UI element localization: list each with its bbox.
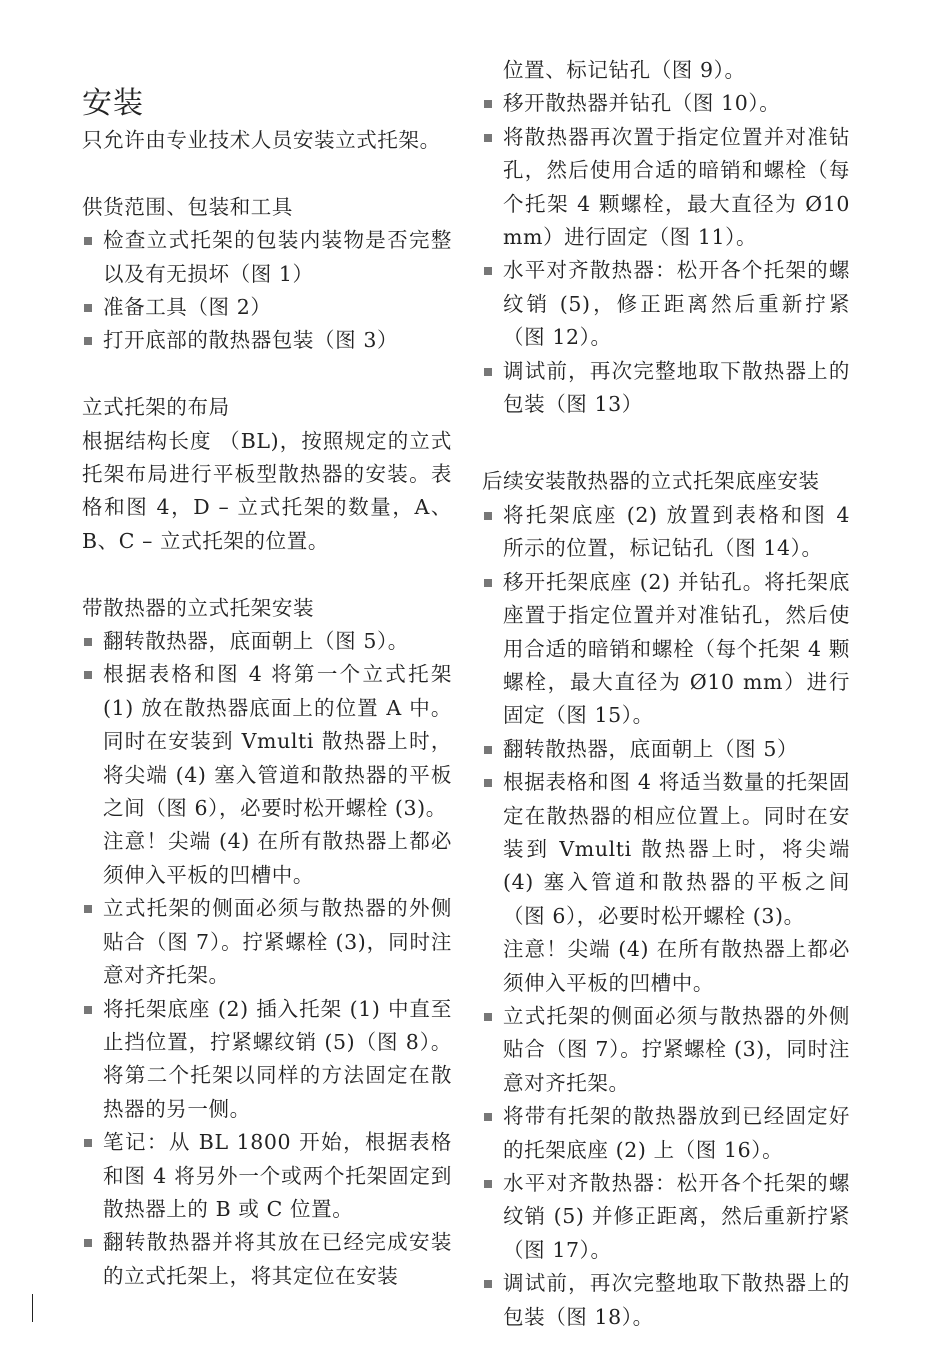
list-item: 根据表格和图 4 将适当数量的托架固定在散热器的相应位置上。同时在安装到 Vmulti 散热器上时，将尖端 (4) 塞入管道和散热器的平板之间（图 6），必要时松开螺栓 (3)。 xyxy=(482,766,850,933)
base-mount-heading: 后续安装散热器的立式托架底座安装 xyxy=(482,469,820,494)
base-mount-list-cont xyxy=(482,1000,850,1334)
mount-with-list xyxy=(82,625,452,825)
list-item: 打开底部的散热器包装（图 3） xyxy=(82,324,452,357)
list-item: 将散热器再次置于指定位置并对准钻孔，然后使用合适的暗销和螺栓（每个托架 4 颗螺栓，最大直径为 Ø10 mm）进行固定（图 11）。 xyxy=(482,121,850,255)
list-item: 根据表格和图 4 将第一个立式托架 (1) 放在散热器底面上的位置 A 中。同时在安装到 Vmulti 散热器上时，将尖端 (4) 塞入管道和散热器的平板之间（图 6），必要时松开螺栓 (3)。 xyxy=(82,658,452,825)
list-item: 移开托架底座 (2) 并钻孔。将托架底座置于指定位置并对准钻孔，然后使用合适的暗销和螺栓（每个托架 4 颗螺栓，最大直径为 Ø10 mm）进行固定（图 15）。 xyxy=(482,566,850,733)
base-mount-list xyxy=(482,499,850,933)
margin-marker xyxy=(32,1294,33,1322)
continuation-text: 位置、标记钻孔（图 9）。 xyxy=(503,58,746,82)
list-item: 准备工具（图 2） xyxy=(82,291,452,324)
left-column xyxy=(82,0,452,1293)
right-column xyxy=(482,0,850,1334)
scope-list xyxy=(82,224,452,358)
mount-with-heading: 带散热器的立式托架安装 xyxy=(82,595,315,620)
list-item: 立式托架的侧面必须与散热器的外侧贴合（图 7）。拧紧螺栓 (3)，同时注意对齐托架。 xyxy=(482,1000,850,1100)
list-item: 水平对齐散热器：松开各个托架的螺纹销 (5)，修正距离然后重新拧紧（图 12）。 xyxy=(482,254,850,354)
list-item: 水平对齐散热器：松开各个托架的螺纹销 (5) 并修正距离，然后重新拧紧（图 17）。 xyxy=(482,1167,850,1267)
layout-text: 根据结构长度 （BL)，按照规定的立式托架布局进行平板型散热器的安装。表格和图 4，D – 立式托架的数量，A、B、C – 立式托架的位置。 xyxy=(82,428,452,553)
scope-heading: 供货范围、包装和工具 xyxy=(82,194,293,219)
list-item: 将带有托架的散热器放到已经固定好的托架底座 (2) 上（图 16）。 xyxy=(482,1100,850,1167)
page-title: 安装 xyxy=(82,86,144,121)
list-item: 翻转散热器，底面朝上（图 5） xyxy=(482,733,850,766)
warning-note: 注意！尖端 (4) 在所有散热器上都必须伸入平板的凹槽中。 xyxy=(503,937,850,995)
list-item: 将托架底座 (2) 放置到表格和图 4 所示的位置，标记钻孔（图 14）。 xyxy=(482,499,850,566)
list-item: 翻转散热器，底面朝上（图 5）。 xyxy=(82,625,452,658)
list-item: 调试前，再次完整地取下散热器上的包装（图 18）。 xyxy=(482,1267,850,1334)
list-item: 笔记：从 BL 1800 开始，根据表格和图 4 将另外一个或两个托架固定到散热器上的 B 或 C 位置。 xyxy=(82,1126,452,1226)
mount-steps-list xyxy=(482,87,850,421)
list-item: 移开散热器并钻孔（图 10）。 xyxy=(482,87,850,120)
warning-note: 注意！尖端 (4) 在所有散热器上都必须伸入平板的凹槽中。 xyxy=(103,829,452,887)
layout-heading: 立式托架的布局 xyxy=(82,395,230,420)
list-item: 立式托架的侧面必须与散热器的外侧贴合（图 7）。拧紧螺栓 (3)，同时注意对齐托架。 xyxy=(82,892,452,992)
intro-text: 只允许由专业技术人员安装立式托架。 xyxy=(82,128,441,152)
list-item: 翻转散热器并将其放在已经完成安装的立式托架上，将其定位在安装 xyxy=(82,1226,452,1293)
mount-with-list-cont xyxy=(82,892,452,1293)
list-item: 调试前，再次完整地取下散热器上的包装（图 13） xyxy=(482,355,850,422)
list-item: 将托架底座 (2) 插入托架 (1) 中直至止挡位置，拧紧螺纹销 (5)（图 8）。将第二个托架以同样的方法固定在散热器的另一侧。 xyxy=(82,993,452,1127)
list-item: 检查立式托架的包装内装物是否完整以及有无损坏（图 1） xyxy=(82,224,452,291)
